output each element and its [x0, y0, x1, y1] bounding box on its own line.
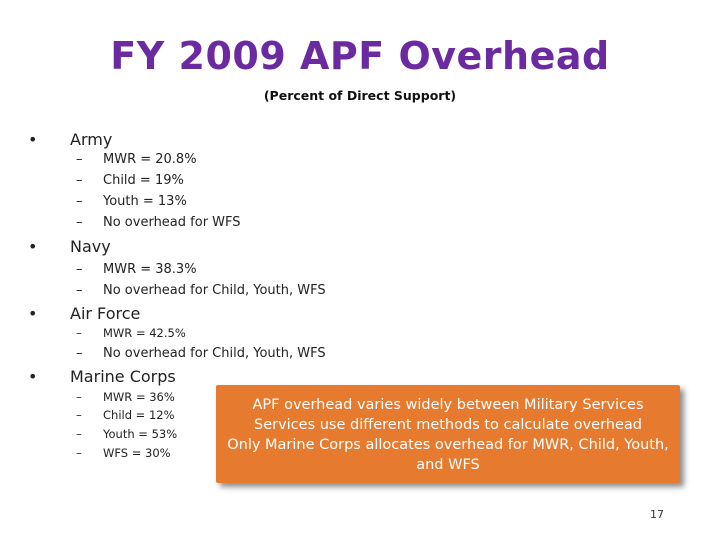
- dash-icon: –: [76, 346, 83, 361]
- dash-icon: –: [76, 408, 82, 422]
- callout-line: Only Marine Corps allocates overhead for MWR, Child, Youth,: [227, 437, 669, 453]
- dash-icon: –: [76, 283, 83, 298]
- dash-icon: –: [76, 326, 82, 340]
- slide-subtitle: (Percent of Direct Support): [263, 88, 457, 103]
- bullet-icon: •: [28, 130, 38, 149]
- bullet-icon: •: [28, 367, 38, 386]
- dash-icon: –: [76, 194, 83, 209]
- dash-icon: –: [76, 215, 83, 230]
- dash-icon: –: [76, 152, 83, 167]
- page-number: 17: [650, 508, 664, 521]
- callout-box: [216, 385, 680, 483]
- section-label: Air Force: [70, 304, 141, 323]
- section-label: Navy: [70, 237, 111, 256]
- callout-line: APF overhead varies widely between Military Services: [252, 397, 644, 413]
- dash-icon: –: [76, 262, 83, 277]
- bullet-icon: •: [28, 304, 38, 323]
- section-label: Army: [70, 130, 113, 149]
- dash-icon: –: [76, 427, 82, 441]
- dash-icon: –: [76, 390, 82, 404]
- section-label: Marine Corps: [70, 367, 176, 386]
- bullet-icon: •: [28, 237, 38, 256]
- callout-line: Services use different methods to calculate overhead: [253, 417, 642, 433]
- callout-line: and WFS: [416, 457, 480, 473]
- dash-icon: –: [76, 446, 82, 460]
- slide-title: FY 2009 APF Overhead: [110, 34, 610, 78]
- dash-icon: –: [76, 173, 83, 188]
